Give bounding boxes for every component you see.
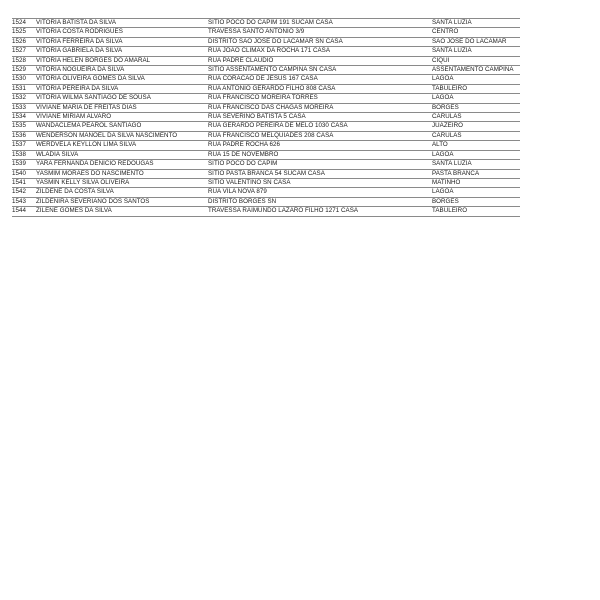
name-cell: VITORIA PEREIRA DA SILVA — [36, 84, 208, 93]
record-id-cell: 1544 — [12, 207, 36, 216]
address-cell: SITIO ASSENTAMENTO CAMPINA SN CASA — [208, 66, 432, 75]
address-cell: SITIO PASTA BRANCA 54 SUCAM CASA — [208, 169, 432, 178]
name-cell: VIVIANE MARIA DE FREITAS DIAS — [36, 103, 208, 112]
address-cell: RUA PADRE ROCHA 626 — [208, 141, 432, 150]
record-id-cell: 1534 — [12, 113, 36, 122]
record-id-cell: 1524 — [12, 19, 36, 28]
records-sheet — [12, 18, 520, 217]
table-row — [12, 207, 520, 216]
name-cell: VITORIA HELEN BORGES DO AMARAL — [36, 56, 208, 65]
table-row — [12, 66, 520, 75]
neighborhood-cell: BORGES — [432, 197, 520, 206]
address-cell: RUA FRANCISCO MOREIRA TORRES — [208, 94, 432, 103]
neighborhood-cell: SANTA LUZIA — [432, 47, 520, 56]
name-cell: YARA FERNANDA DENICIO REDOUGAS — [36, 160, 208, 169]
table-row — [12, 188, 520, 197]
neighborhood-cell: SANTA LUZIA — [432, 19, 520, 28]
name-cell: VITORIA BATISTA DA SILVA — [36, 19, 208, 28]
address-cell: RUA 15 DE NOVEMBRO — [208, 150, 432, 159]
address-cell: DISTRITO SAO JOSE DO LACAMAR SN CASA — [208, 37, 432, 46]
neighborhood-cell: JUAZEIRO — [432, 122, 520, 131]
address-cell: RUA SEVERINO BATISTA 5 CASA — [208, 113, 432, 122]
address-cell: RUA GERARDO PEREIRA DE MELO 1030 CASA — [208, 122, 432, 131]
neighborhood-cell: BORGES — [432, 103, 520, 112]
table-row — [12, 37, 520, 46]
neighborhood-cell: CIQUI — [432, 56, 520, 65]
neighborhood-cell: LAGOA — [432, 94, 520, 103]
table-row — [12, 197, 520, 206]
address-cell: RUA FRANCISCO DAS CHAGAS MOREIRA — [208, 103, 432, 112]
neighborhood-cell: CARULAS — [432, 131, 520, 140]
table-row — [12, 131, 520, 140]
record-id-cell: 1530 — [12, 75, 36, 84]
record-id-cell: 1526 — [12, 37, 36, 46]
table-row — [12, 75, 520, 84]
table-row — [12, 150, 520, 159]
neighborhood-cell: CENTRO — [432, 28, 520, 37]
name-cell: VITORIA NOGUEIRA DA SILVA — [36, 66, 208, 75]
records-table-body — [12, 19, 520, 217]
record-id-cell: 1529 — [12, 66, 36, 75]
table-row — [12, 122, 520, 131]
address-cell: RUA VILA NOVA 879 — [208, 188, 432, 197]
name-cell: VITORIA COSTA RODRIGUES — [36, 28, 208, 37]
neighborhood-cell: LAGOA — [432, 150, 520, 159]
record-id-cell: 1541 — [12, 178, 36, 187]
name-cell: WANDACLEMA PEAROL SANTIAGO — [36, 122, 208, 131]
neighborhood-cell: CARULAS — [432, 113, 520, 122]
name-cell: ZILDENE DA COSTA SILVA — [36, 188, 208, 197]
name-cell: WENDERSON MANOEL DA SILVA NASCIMENTO — [36, 131, 208, 140]
neighborhood-cell: SAO JOSE DO LACAMAR — [432, 37, 520, 46]
name-cell: ZILDENIRA SEVERIANO DOS SANTOS — [36, 197, 208, 206]
address-cell: SITIO POCO DO CAPIM 191 SUCAM CASA — [208, 19, 432, 28]
address-cell: RUA PADRE CLAUDIO — [208, 56, 432, 65]
name-cell: WLADIA SILVA — [36, 150, 208, 159]
name-cell: YASMIN KELLY SILVA OLIVEIRA — [36, 178, 208, 187]
table-row — [12, 19, 520, 28]
address-cell: RUA JOAO CLIMAX DA ROCHA 171 CASA — [208, 47, 432, 56]
name-cell: VITORIA GABRIELA DA SILVA — [36, 47, 208, 56]
address-cell: SITIO POCO DO CAPIM — [208, 160, 432, 169]
table-row — [12, 84, 520, 93]
record-id-cell: 1532 — [12, 94, 36, 103]
record-id-cell: 1543 — [12, 197, 36, 206]
record-id-cell: 1531 — [12, 84, 36, 93]
address-cell: TRAVESSA SANTO ANTONIO 3/9 — [208, 28, 432, 37]
address-cell: SITIO VALENTINO SN CASA — [208, 178, 432, 187]
neighborhood-cell: ASSENTAMENTO CAMPINA — [432, 66, 520, 75]
neighborhood-cell: PASTA BRANCA — [432, 169, 520, 178]
address-cell: TRAVESSA RAIMUNDO LAZARO FILHO 1271 CASA — [208, 207, 432, 216]
record-id-cell: 1527 — [12, 47, 36, 56]
neighborhood-cell: ALTO — [432, 141, 520, 150]
neighborhood-cell: TABULEIRO — [432, 207, 520, 216]
record-id-cell: 1538 — [12, 150, 36, 159]
name-cell: VITORIA OLIVEIRA GOMES DA SILVA — [36, 75, 208, 84]
table-row — [12, 169, 520, 178]
record-id-cell: 1539 — [12, 160, 36, 169]
record-id-cell: 1537 — [12, 141, 36, 150]
table-row — [12, 141, 520, 150]
name-cell: VIVIANE MIRIAM ALVARO — [36, 113, 208, 122]
neighborhood-cell: LAGOA — [432, 75, 520, 84]
name-cell: VITORIA WILMA SANTIAGO DE SOUSA — [36, 94, 208, 103]
table-row — [12, 113, 520, 122]
table-row — [12, 94, 520, 103]
table-row — [12, 56, 520, 65]
record-id-cell: 1540 — [12, 169, 36, 178]
table-row — [12, 178, 520, 187]
table-row — [12, 28, 520, 37]
address-cell: DISTRITO BORGES SN — [208, 197, 432, 206]
neighborhood-cell: TABULEIRO — [432, 84, 520, 93]
record-id-cell: 1525 — [12, 28, 36, 37]
record-id-cell: 1536 — [12, 131, 36, 140]
table-row — [12, 47, 520, 56]
neighborhood-cell: MATINHO — [432, 178, 520, 187]
address-cell: RUA FRANCISCO MELQUIADES 208 CASA — [208, 131, 432, 140]
name-cell: YASMIM MORAES DO NASCIMENTO — [36, 169, 208, 178]
address-cell: RUA CORACAO DE JESUS 167 CASA — [208, 75, 432, 84]
records-table — [12, 18, 520, 217]
table-row — [12, 103, 520, 112]
name-cell: VITORIA FERREIRA DA SILVA — [36, 37, 208, 46]
record-id-cell: 1535 — [12, 122, 36, 131]
record-id-cell: 1528 — [12, 56, 36, 65]
neighborhood-cell: LAGOA — [432, 188, 520, 197]
neighborhood-cell: SANTA LUZIA — [432, 160, 520, 169]
name-cell: WERDVELA KEYLLON LIMA SILVA — [36, 141, 208, 150]
name-cell: ZILENE GOMES DA SILVA — [36, 207, 208, 216]
table-row — [12, 160, 520, 169]
address-cell: RUA ANTONIO GERARDO FILHO 808 CASA — [208, 84, 432, 93]
record-id-cell: 1533 — [12, 103, 36, 112]
record-id-cell: 1542 — [12, 188, 36, 197]
